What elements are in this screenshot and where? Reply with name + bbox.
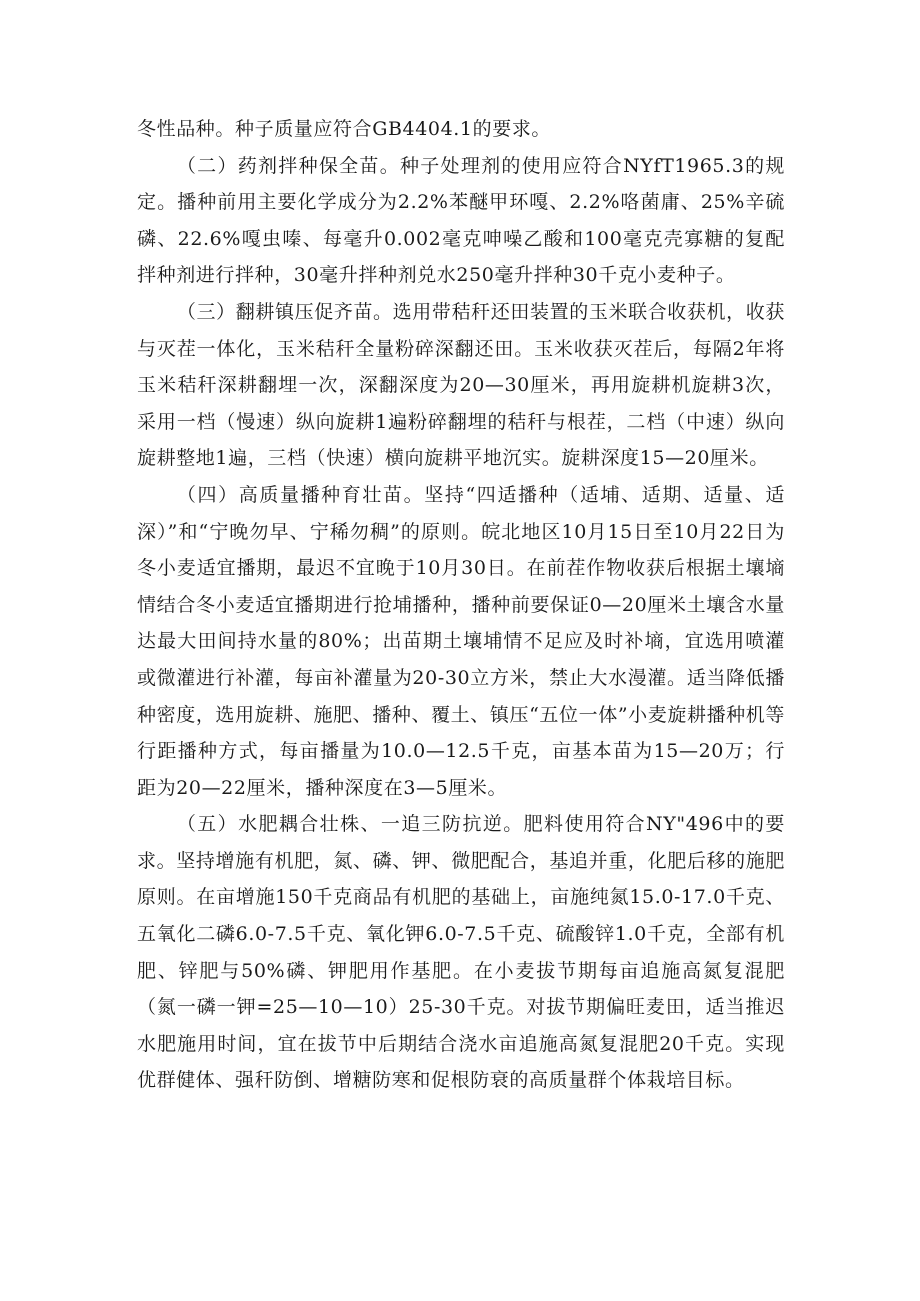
- paragraph-sowing: （四）高质量播种育壮苗。坚持“四适播种（适埔、适期、适量、适深）”和“宁晚勿早、宁稀勿稠”的原则。皖北地区10月15日至10月22日为冬小麦适宜播期，最迟不宜晚于10月30日。在前茬作物收获后根据土壤墒情结合冬小麦适宜播期进行抢埔播种，播种前要保证0—20厘米土壤含水量达最大田间持水量的80%；出苗期土壤埔情不足应及时补墒，宜选用喷灌或微灌进行补灌，每亩补灌量为20-30立方米，禁止大水漫灌。适当降低播种密度，选用旋耕、施肥、播种、覆土、镇压“五位一体”小麦旋耕播种机等行距播种方式，每亩播量为10.0—12.5千克，亩基本苗为15—20万；行距为20—22厘米，播种深度在3—5厘米。: [137, 483, 785, 799]
- paragraph-seed-dressing: （二）药剂拌种保全苗。种子处理剂的使用应符合NYfT1965.3的规定。播种前用主要化学成分为2.2%苯醚甲环嘎、2.2%咯菌庸、25%辛硫磷、22.6%嘎虫嗪、每毫升0.002毫克呻噪乙酸和100毫克壳寡糖的复配拌种剂进行拌种，30毫升拌种剂兑水250毫升拌种30千克小麦种子。: [137, 154, 785, 287]
- document-body: [137, 111, 785, 1099]
- paragraph-fertilizer: （五）水肥耦合壮株、一追三防抗逆。肥料使用符合NY"496中的要求。坚持增施有机肥，氮、磷、钾、微肥配合，基追并重，化肥后移的施肥原则。在亩增施150千克商品有机肥的基础上，亩施纯氮15.0-17.0千克、五氧化二磷6.0-7.5千克、氧化钾6.0-7.5千克、硫酸锌1.0千克，全部有机肥、锌肥与50%磷、钾肥用作基肥。在小麦拔节期每亩追施高氮复混肥（氮一磷一钾=25—10—10）25-30千克。对拔节期偏旺麦田，适当推迟水肥施用时间，宜在拔节中后期结合浇水亩追施高氮复混肥20千克。实现优群健体、强秆防倒、增糖防寒和促根防衰的高质量群个体栽培目标。: [137, 813, 785, 1092]
- paragraph-seed-quality: 冬性品种。种子质量应符合GB4404.1的要求。: [137, 118, 552, 140]
- paragraph-tillage: （三）翻耕镇压促齐苗。选用带秸秆还田装置的玉米联合收获机，收获与灭茬一体化，玉米秸秆全量粉碎深翻还田。玉米收获灭茬后，每隔2年将玉米秸秆深耕翻埋一次，深翻深度为20—30厘米，再用旋耕机旋耕3次，采用一档（慢速）纵向旋耕1遍粉碎翻埋的秸秆与根茬，二档（中速）纵向旋耕整地1遍，三档（快速）横向旋耕平地沉实。旋耕深度15—20厘米。: [137, 300, 785, 470]
